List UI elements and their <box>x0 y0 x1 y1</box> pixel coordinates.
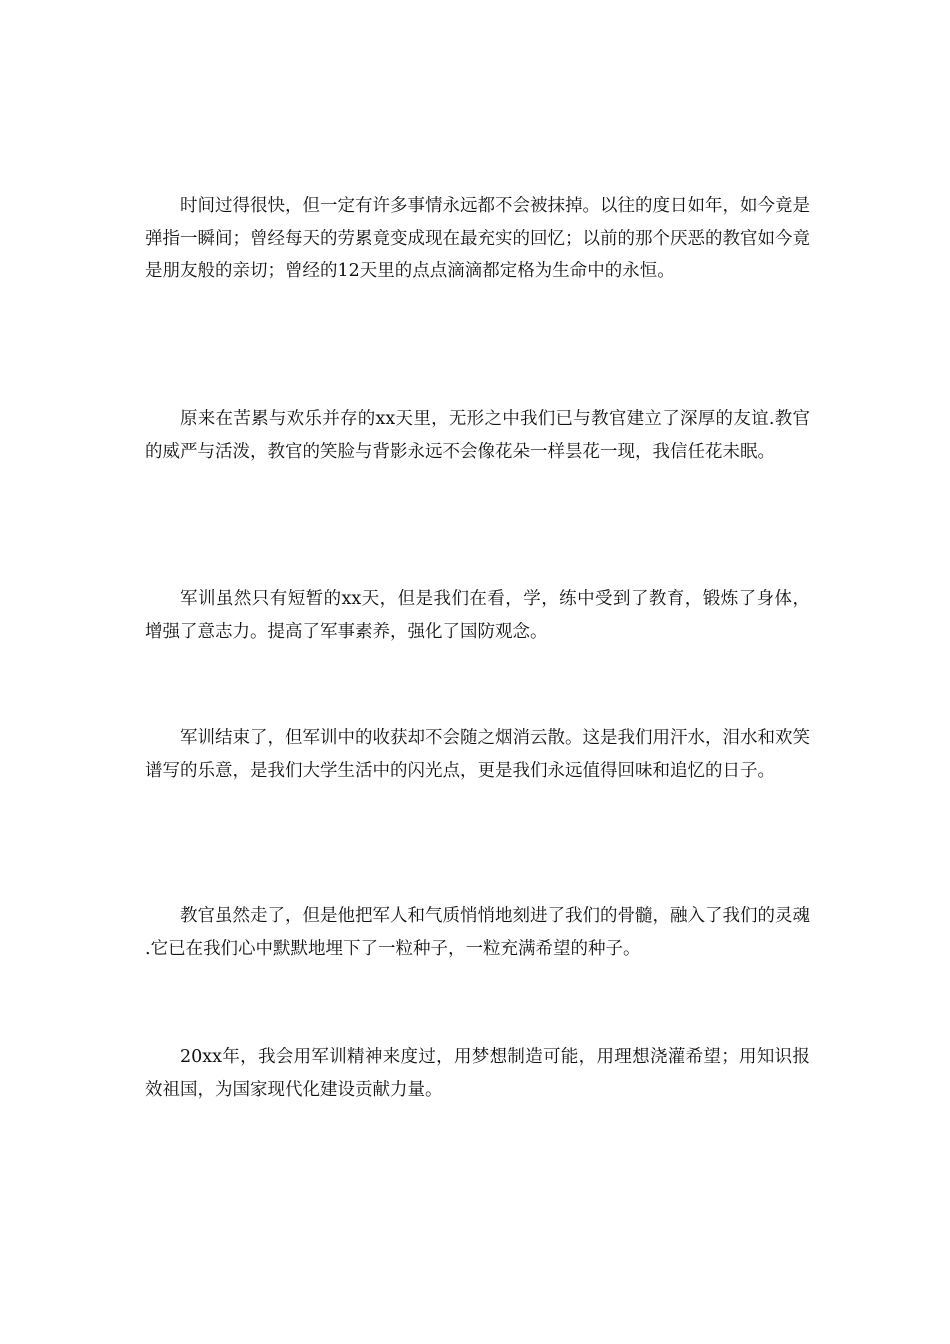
paragraph-3: 军训虽然只有短暂的xx天，但是我们在看，学，练中受到了教育，锻炼了身体，增强了意志力。提高了军事素养，强化了国防观念。 <box>145 589 810 642</box>
paragraph-6: 20xx年，我会用军训精神来度过，用梦想制造可能，用理想浇灌希望；用知识报效祖国，为国家现代化建设贡献力量。 <box>145 1047 810 1100</box>
paragraph-4: 军训结束了，但军训中的收获却不会随之烟消云散。这是我们用汗水，泪水和欢笑谱写的乐意，是我们大学生活中的闪光点，更是我们永远值得回味和追忆的日子。 <box>145 728 810 781</box>
paragraph-2: 原来在苦累与欢乐并存的xx天里，无形之中我们已与教官建立了深厚的友谊.教官的威严与活泼，教官的笑脸与背影永远不会像花朵一样昙花一现，我信任花未眠。 <box>145 409 810 462</box>
paragraph-5: 教官虽然走了，但是他把军人和气质悄悄地刻进了我们的骨髓，融入了我们的灵魂.它已在我们心中默默地埋下了一粒种子，一粒充满希望的种子。 <box>145 906 810 959</box>
paragraph-1: 时间过得很快，但一定有许多事情永远都不会被抹掉。以往的度日如年，如今竟是弹指一瞬间；曾经每天的劳累竟变成现在最充实的回忆；以前的那个厌恶的教官如今竟是朋友般的亲切；曾经的12天里的点点滴滴都定格为生命中的永恒。 <box>145 196 810 281</box>
